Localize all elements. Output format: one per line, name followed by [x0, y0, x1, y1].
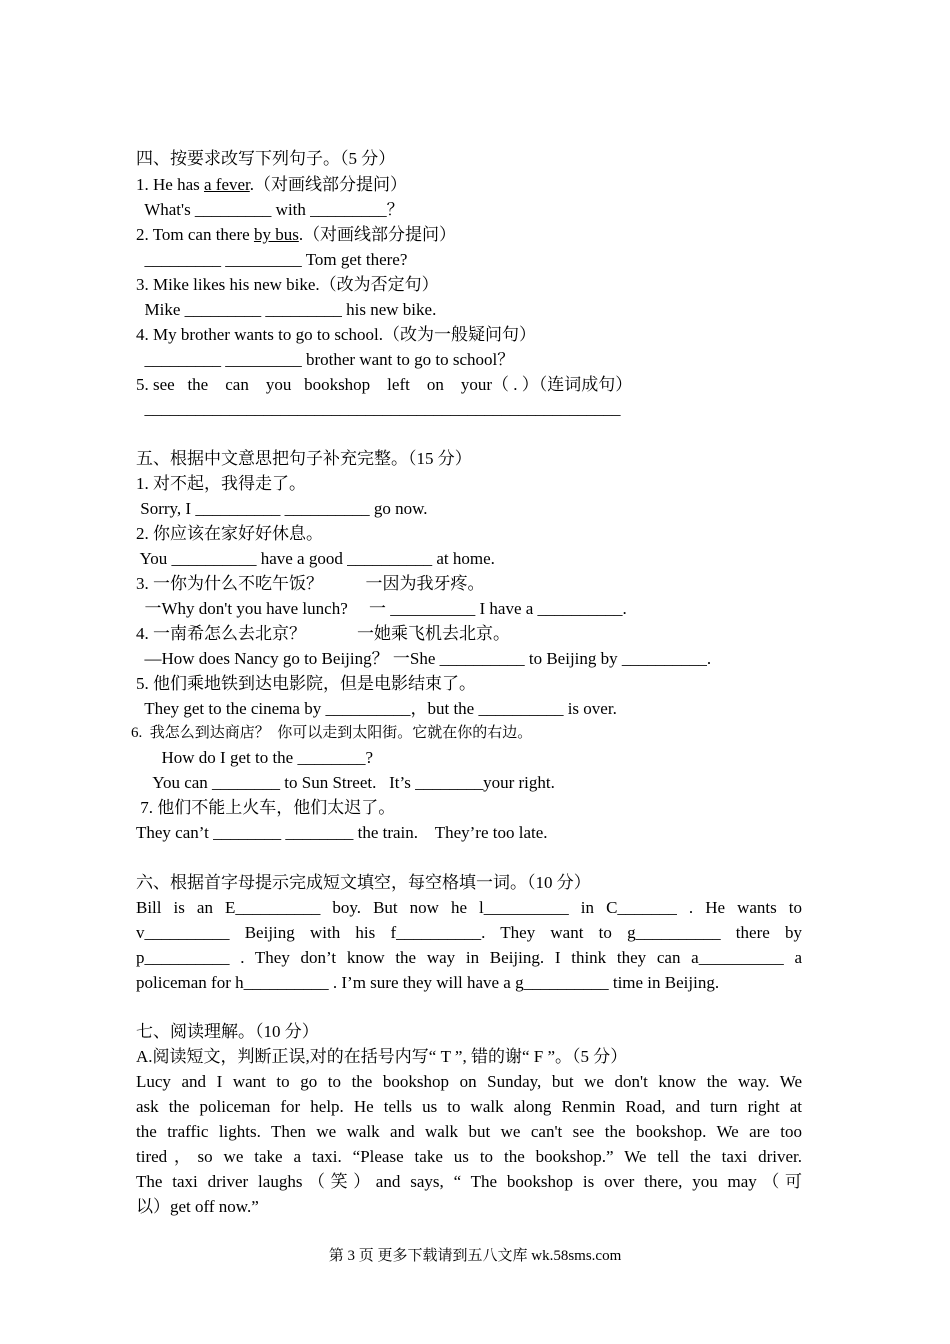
underlined-phrase: a fever [203, 175, 250, 194]
section-5-line: 7. 他们不能上火车，他们太迟了。 [136, 798, 396, 817]
section-5-title: 五、根据中文意思把句子补充完整。（15 分） [136, 449, 472, 468]
section-5-line: 5. 他们乘地铁到达电影院，但是电影结束了。 [136, 674, 476, 693]
answer-4-1: What's _________ with _________？ [136, 200, 404, 219]
section-6-title: 六、根据首字母提示完成短文填空，每空格填一词。（10 分） [136, 873, 591, 892]
section-5-line: You __________ have a good __________ at home. [136, 549, 495, 568]
answer-4-2: _________ _________ Tom get there? [136, 250, 408, 269]
section-5-line: 一Why don't you have lunch? 一 __________ I have a __________. [136, 599, 627, 618]
section-5-line: 2. 你应该在家好好休息。 [136, 524, 323, 543]
reading-line: ask the policeman for help. He tells us to walk along Renmin Road, and turn right at [136, 1097, 802, 1116]
reading-line: Lucy and I want to go to the bookshop on Sunday, but we don't know the way. We [136, 1072, 802, 1091]
section-5-line: You can ________ to Sun Street. It’s ________your right. [136, 773, 555, 792]
section-7-subtitle: A.阅读短文，判断正误,对的在括号内写“ T ”, 错的谢“ F ”。（5 分） [136, 1047, 628, 1066]
section-5-line: They get to the cinema by __________，but the __________ is over. [136, 699, 617, 718]
reading-line: the traffic lights. Then we walk and walk but we can't see the bookshop. We are too [136, 1122, 802, 1141]
section-7-title: 七、阅读理解。（10 分） [136, 1022, 319, 1041]
page-footer: 第 3 页 更多下载请到五八文库 wk.58sms.com [328, 1248, 622, 1264]
section-5-line: 6. 我怎么到达商店？ 你可以走到太阳街。它就在你的右边。 [131, 725, 533, 741]
answer-4-5: ________________________________________________________ [136, 399, 621, 418]
cloze-line: v__________ Beijing with his f__________. They want to g__________ there by [136, 923, 802, 942]
section-5-line: Sorry, I __________ __________ go now. [136, 499, 428, 518]
section-5-line: They can’t ________ ________ the train. They’re too late. [136, 823, 548, 842]
section-5-line: 4. 一南希怎么去北京？ 一她乘飞机去北京。 [136, 624, 510, 643]
underlined-phrase: by bus [253, 225, 299, 244]
question-4-1: 1. He has a fever.（对画线部分提问） [136, 175, 408, 194]
answer-4-4: _________ _________ brother want to go to school？ [136, 350, 515, 369]
cloze-line: p__________ . They don’t know the way in Beijing. I think they can a__________ a [136, 948, 802, 967]
cloze-line: policeman for h__________ . I’m sure they will have a g__________ time in Beijing. [136, 973, 720, 992]
section-5-line: How do I get to the ________? [136, 748, 374, 767]
section-5-line: 3. 一你为什么不吃午饭？ 一因为我牙疼。 [136, 574, 485, 593]
section-4-title: 四、按要求改写下列句子。（5 分） [136, 149, 396, 168]
reading-line: tired，so we take a taxi. “Please take us to the bookshop.” We tell the taxi driver. [136, 1147, 802, 1166]
section-5-line: —How does Nancy go to Beijing？ 一She __________ to Beijing by __________. [136, 649, 712, 668]
cloze-line: Bill is an E__________ boy. But now he l__________ in C_______ . He wants to [136, 898, 802, 917]
question-4-2: 2. Tom can there by bus.（对画线部分提问） [136, 225, 457, 244]
reading-line: The taxi driver laughs（笑）and says, “ The bookshop is over there, you may（可 [136, 1172, 802, 1191]
question-4-4: 4. My brother wants to go to school.（改为一般疑问句） [136, 325, 536, 344]
section-5-line: 1. 对不起，我得走了。 [136, 474, 306, 493]
reading-line: 以）get off now.” [136, 1197, 259, 1216]
answer-4-3: Mike _________ _________ his new bike. [136, 300, 437, 319]
question-4-3: 3. Mike likes his new bike.（改为否定句） [136, 275, 439, 294]
question-4-5: 5. see the can you bookshop left on your（ . ）（连词成句） [136, 375, 633, 394]
